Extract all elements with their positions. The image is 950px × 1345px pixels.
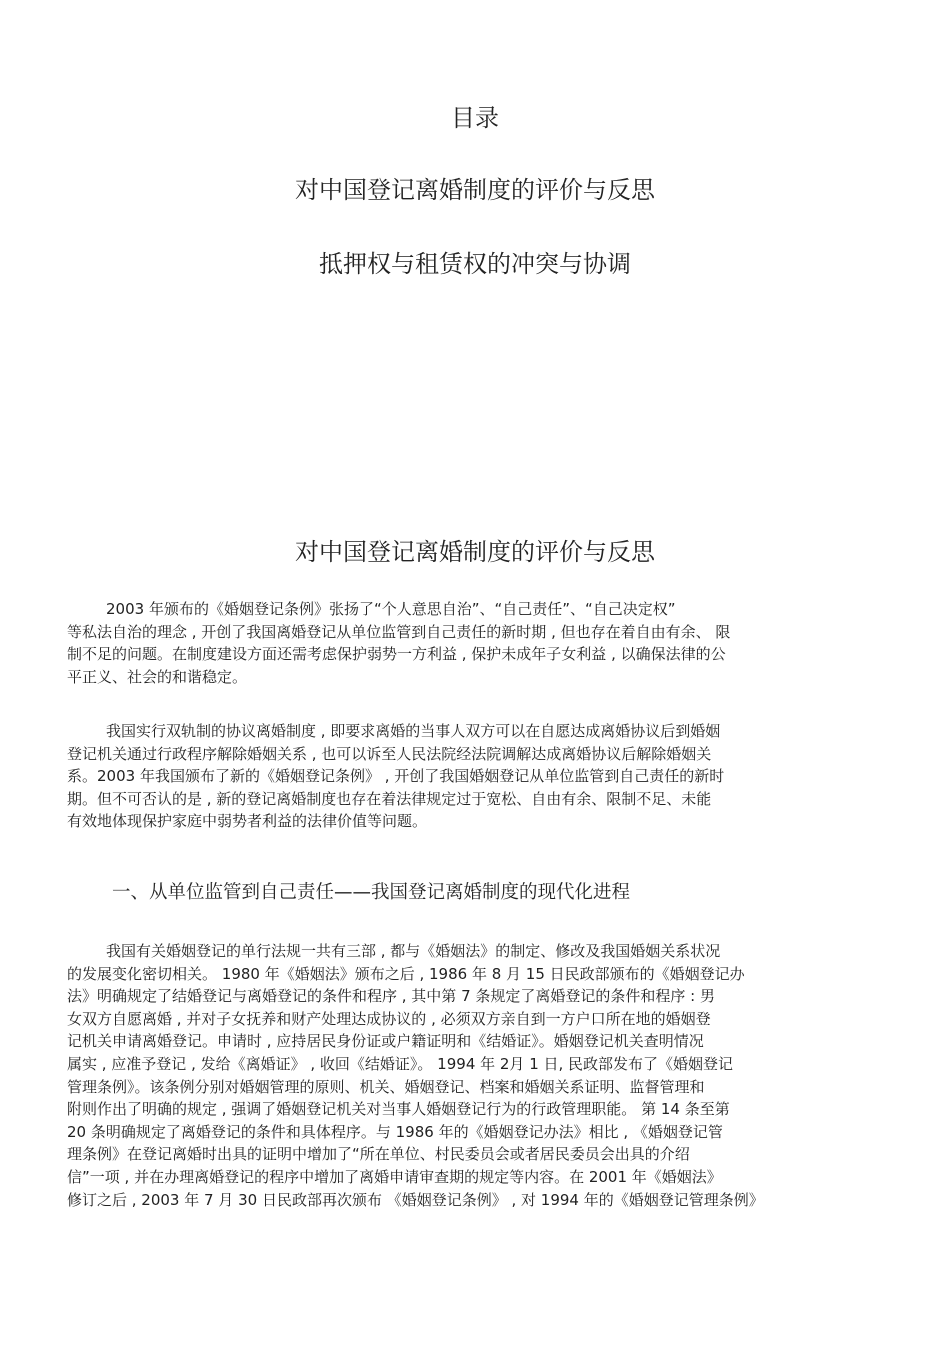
paragraph-line: 理条例》在登记离婚时出具的证明中增加了“所在单位、村民委员会或者居民委员会出具的介绍 [67, 1145, 690, 1164]
paragraph-line: 系。2003 年我国颁布了新的《婚姻登记条例》 , 开创了我国婚姻登记从单位监管到自己责任的新时 [67, 767, 725, 786]
article-title: 对中国登记离婚制度的评价与反思 [295, 538, 655, 566]
paragraph-line: 的发展变化密切相关。 1980 年《婚姻法》颁布之后 , 1986 年 8 月 15 日民政部颁布的《婚姻登记办 [67, 964, 745, 983]
paragraph-line: 信”一项 , 并在办理离婚登记的程序中增加了离婚申请审查期的规定等内容。在 2001 年《婚姻法》 [67, 1167, 722, 1186]
paragraph-line: 管理条例》。该条例分别对婚姻管理的原则、机关、婚姻登记、档案和婚姻关系证明、监督管理和 [67, 1077, 705, 1096]
paragraph-line: 修订之后 , 2003 年 7 月 30 日民政部再次颁布 《婚姻登记条例》 , 对 1994 年的《婚姻登记管理条例》 [67, 1190, 764, 1209]
toc-title: 目录 [451, 104, 499, 132]
paragraph-line: 记机关申请离婚登记。申请时 , 应持居民身份证或户籍证明和《结婚证》。婚姻登记机关查明情况 [67, 1032, 704, 1051]
paragraph [67, 940, 887, 1211]
paragraph [67, 598, 887, 688]
paragraph-line: 制不足的问题。在制度建设方面还需考虑保护弱势一方利益 , 保护未成年子女利益 , 以确保法律的公 [67, 645, 726, 664]
toc-item[interactable]: 对中国登记离婚制度的评价与反思 [295, 176, 655, 204]
paragraph-line: 有效地体现保护家庭中弱势者利益的法律价值等问题。 [67, 812, 428, 831]
paragraph-line: 20 条明确规定了离婚登记的条件和具体程序。与 1986 年的《婚姻登记办法》相比 , 《婚姻登记管 [67, 1122, 723, 1141]
paragraph-line: 我国有关婚姻登记的单行法规一共有三部 , 都与《婚姻法》的制定、修改及我国婚姻关系状况 [106, 942, 721, 960]
paragraph-line: 属实 , 应准予登记 , 发给《离婚证》 , 收回《结婚证》。 1994 年 2月 1 日, 民政部发布了《婚姻登记 [67, 1054, 734, 1073]
paragraph-line: 2003 年颁布的《婚姻登记条例》张扬了“个人意思自治”、“自己责任”、“自己决定权” [106, 600, 676, 618]
toc-item[interactable]: 抵押权与租赁权的冲突与协调 [319, 250, 631, 278]
paragraph [67, 720, 887, 833]
paragraph-line: 我国实行双轨制的协议离婚制度 , 即要求离婚的当事人双方可以在自愿达成离婚协议后到婚姻 [106, 722, 721, 740]
paragraph-line: 期。但不可否认的是 , 新的登记离婚制度也存在着法律规定过于宽松、自由有余、限制不足、未能 [67, 789, 712, 808]
paragraph-line: 平正义、社会的和谐稳定。 [67, 667, 248, 686]
paragraph-line: 女双方自愿离婚 , 并对子女抚养和财产处理达成协议的 , 必须双方亲自到一方户口所在地的婚姻登 [67, 1009, 711, 1028]
paragraph-line: 等私法自治的理念 , 开创了我国离婚登记从单位监管到自己责任的新时期 , 但也存在着自由有余、 限 [67, 622, 731, 641]
paragraph-line: 法》明确规定了结婚登记与离婚登记的条件和程序 , 其中第 7 条规定了离婚登记的条件和程序 : 男 [67, 987, 715, 1006]
paragraph-line: 登记机关通过行政程序解除婚姻关系 , 也可以诉至人民法院经法院调解达成离婚协议后解除婚姻关 [67, 744, 712, 763]
section-heading: 一、从单位监管到自己责任——我国登记离婚制度的现代化进程 [112, 882, 631, 903]
paragraph-line: 附则作出了明确的规定 , 强调了婚姻登记机关对当事人婚姻登记行为的行政管理职能。 第 14 条至第 [67, 1100, 730, 1119]
